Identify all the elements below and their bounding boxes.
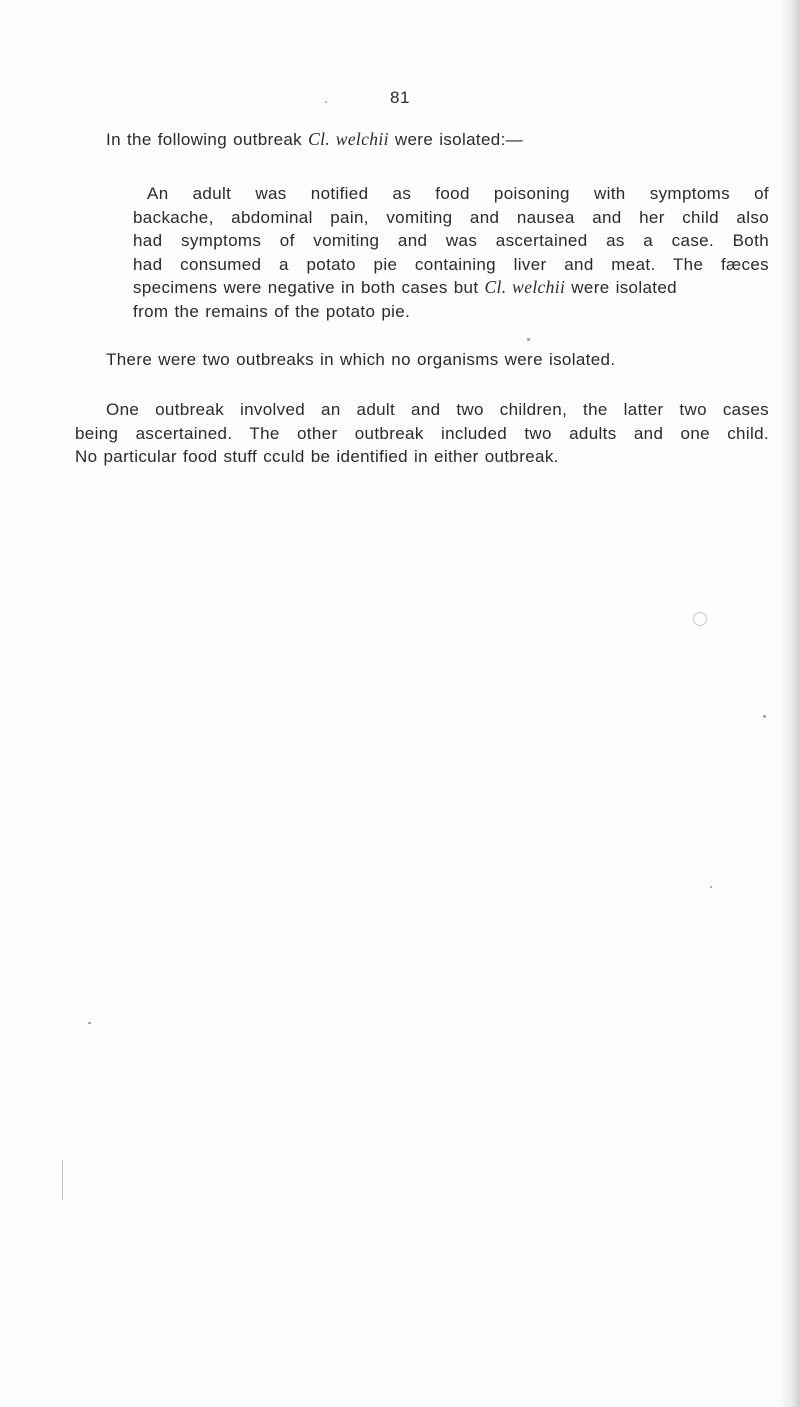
case-line-4: had consumed a potato pie containing liver and meat. The fæces xyxy=(133,254,769,274)
organism-name-2: Cl. welchii xyxy=(484,277,566,297)
organism-name: Cl. welchii xyxy=(308,129,389,149)
scan-speck xyxy=(88,1022,91,1024)
details-line-3: No particular food stuff cculd be identified in either outbreak. xyxy=(75,447,559,466)
paragraph-no-organisms: There were two outbreaks in which no organisms were isolated. xyxy=(106,350,616,369)
paragraph-intro xyxy=(106,128,706,152)
case-line-1: An adult was notified as food poisoning with symptoms of xyxy=(147,184,769,203)
case-line-5-start: specimens were negative in both cases but xyxy=(133,278,485,297)
details-line-1: One outbreak involved an adult and two children, the latter two cases xyxy=(106,400,769,419)
scan-speck xyxy=(325,101,327,103)
details-line-2: being ascertained. The other outbreak included two adults and one child. xyxy=(75,423,769,443)
paragraph-case-description xyxy=(133,182,769,323)
scan-speck xyxy=(693,612,707,626)
case-line-5-end: were isolated xyxy=(565,278,677,297)
page-edge-shadow xyxy=(778,0,800,1407)
paragraph-outbreak-details xyxy=(75,398,769,469)
case-line-3: had symptoms of vomiting and was ascertained as a case. Both xyxy=(133,231,769,250)
case-line-5 xyxy=(133,276,769,300)
scan-speck xyxy=(763,715,766,718)
case-line-2: backache, abdominal pain, vomiting and nausea and her child also xyxy=(133,207,769,227)
scan-speck xyxy=(62,1160,63,1200)
intro-text-end: were isolated:— xyxy=(388,130,524,149)
scan-speck xyxy=(710,886,712,888)
intro-text-start: In the following outbreak xyxy=(106,130,309,149)
page-number: 81 xyxy=(390,88,410,107)
case-line-6: from the remains of the potato pie. xyxy=(133,301,411,321)
scan-speck xyxy=(527,338,530,341)
